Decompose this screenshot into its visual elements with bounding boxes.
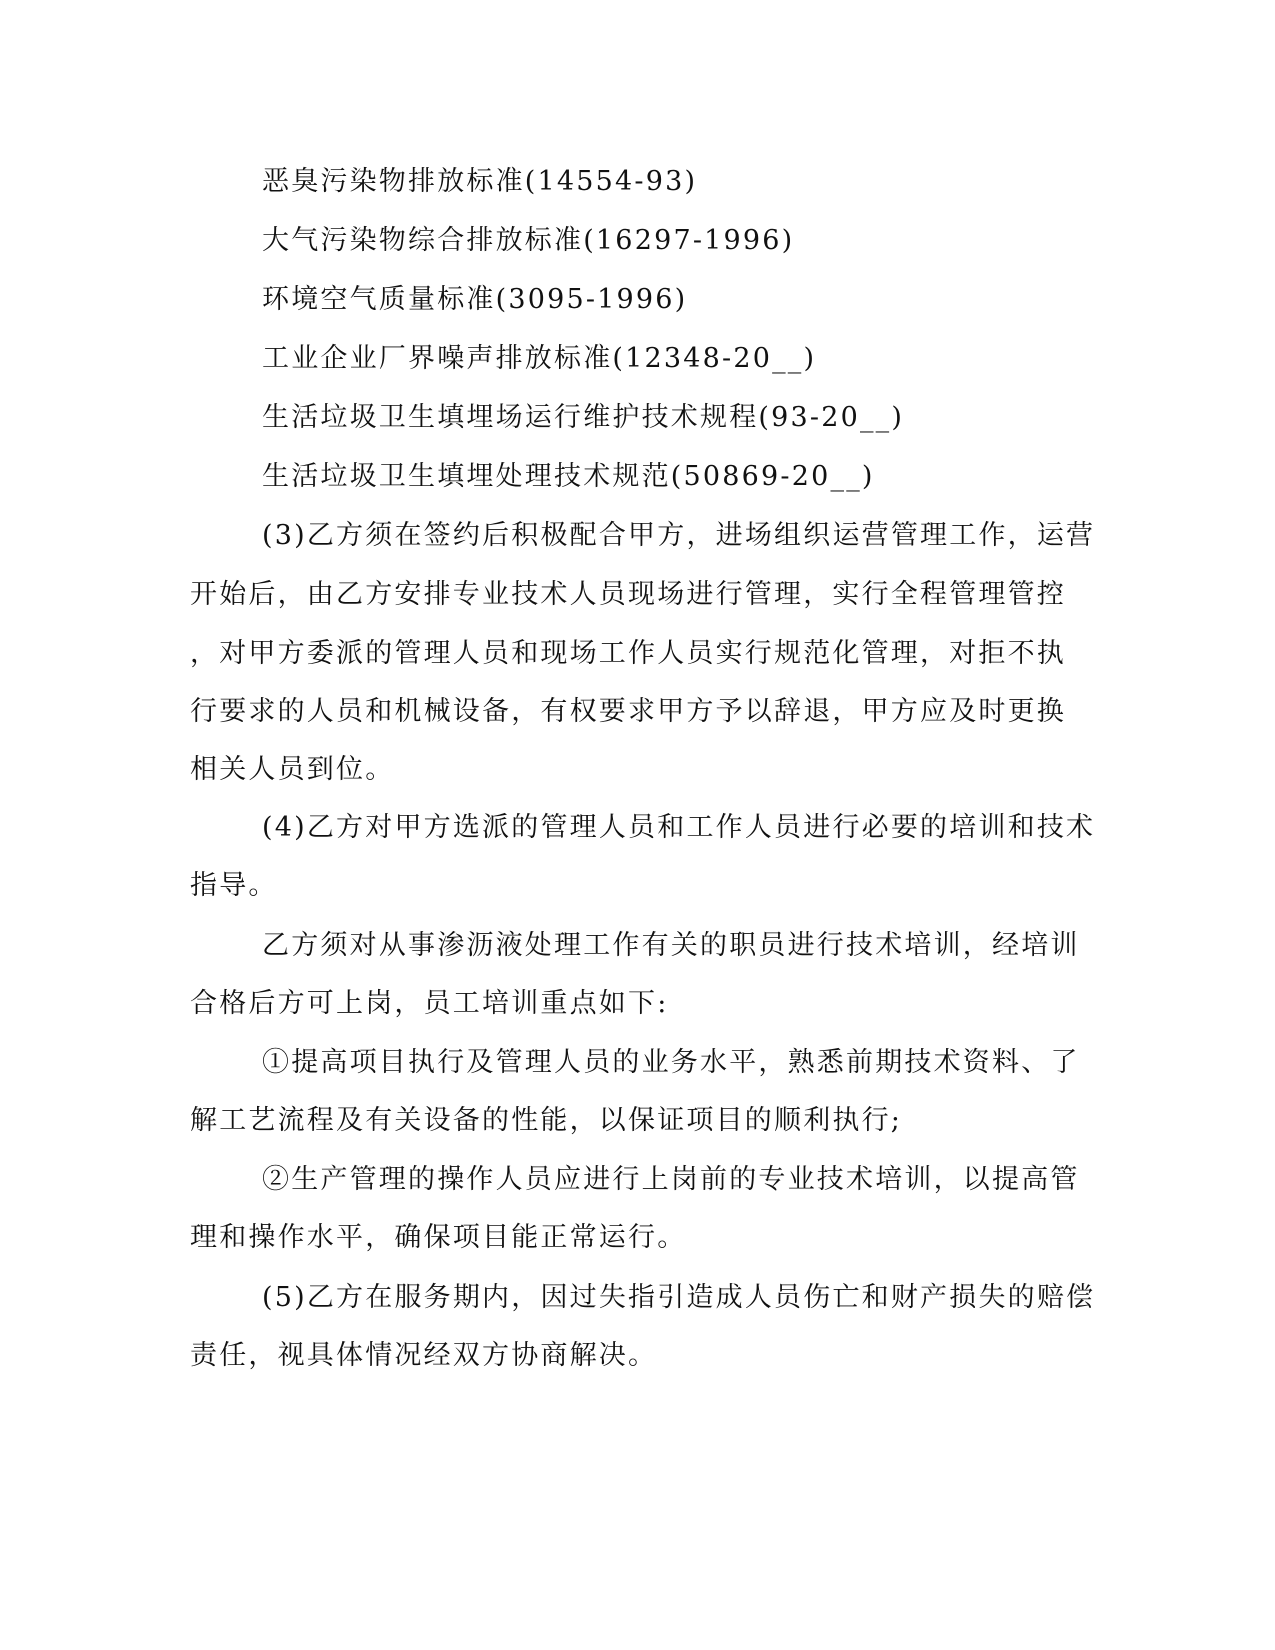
clause-3-line-3: ，对甲方委派的管理人员和现场工作人员实行规范化管理，对拒不执 xyxy=(190,638,1066,669)
clause-3-line-4: 行要求的人员和机械设备，有权要求甲方予以辞退，甲方应及时更换 xyxy=(190,696,1066,727)
clause-4-line-2: 指导。 xyxy=(190,870,278,901)
training-line-2: 合格后方可上岗，员工培训重点如下: xyxy=(190,988,669,1019)
standard-line-3: 环境空气质量标准(3095-1996) xyxy=(262,284,688,315)
standard-line-4: 工业企业厂界噪声排放标准(12348-20__) xyxy=(262,343,817,374)
clause-3-line-1: (3)乙方须在签约后积极配合甲方，进场组织运营管理工作，运营 xyxy=(262,520,1096,551)
clause-5-line-2: 责任，视具体情况经双方协商解决。 xyxy=(190,1340,658,1371)
standard-line-6: 生活垃圾卫生填埋处理技术规范(50869-20__) xyxy=(262,461,875,492)
standard-line-5: 生活垃圾卫生填埋场运行维护技术规程(93-20__) xyxy=(262,402,905,433)
training-item-1-line-1: ①提高项目执行及管理人员的业务水平，熟悉前期技术资料、了 xyxy=(262,1047,1080,1078)
clause-4-line-1: (4)乙方对甲方选派的管理人员和工作人员进行必要的培训和技术 xyxy=(262,812,1096,843)
clause-3-line-2: 开始后，由乙方安排专业技术人员现场进行管理，实行全程管理管控 xyxy=(190,579,1066,610)
training-line-1: 乙方须对从事渗沥液处理工作有关的职员进行技术培训，经培训 xyxy=(262,930,1080,961)
training-item-1-line-2: 解工艺流程及有关设备的性能，以保证项目的顺利执行; xyxy=(190,1105,903,1136)
clause-5-line-1: (5)乙方在服务期内，因过失指引造成人员伤亡和财产损失的赔偿 xyxy=(262,1282,1096,1313)
standard-line-2: 大气污染物综合排放标准(16297-1996) xyxy=(262,225,795,256)
clause-3-line-5: 相关人员到位。 xyxy=(190,754,395,785)
standard-line-1: 恶臭污染物排放标准(14554-93) xyxy=(262,166,698,197)
training-item-2-line-1: ②生产管理的操作人员应进行上岗前的专业技术培训，以提高管 xyxy=(262,1164,1080,1195)
training-item-2-line-2: 理和操作水平，确保项目能正常运行。 xyxy=(190,1222,687,1253)
